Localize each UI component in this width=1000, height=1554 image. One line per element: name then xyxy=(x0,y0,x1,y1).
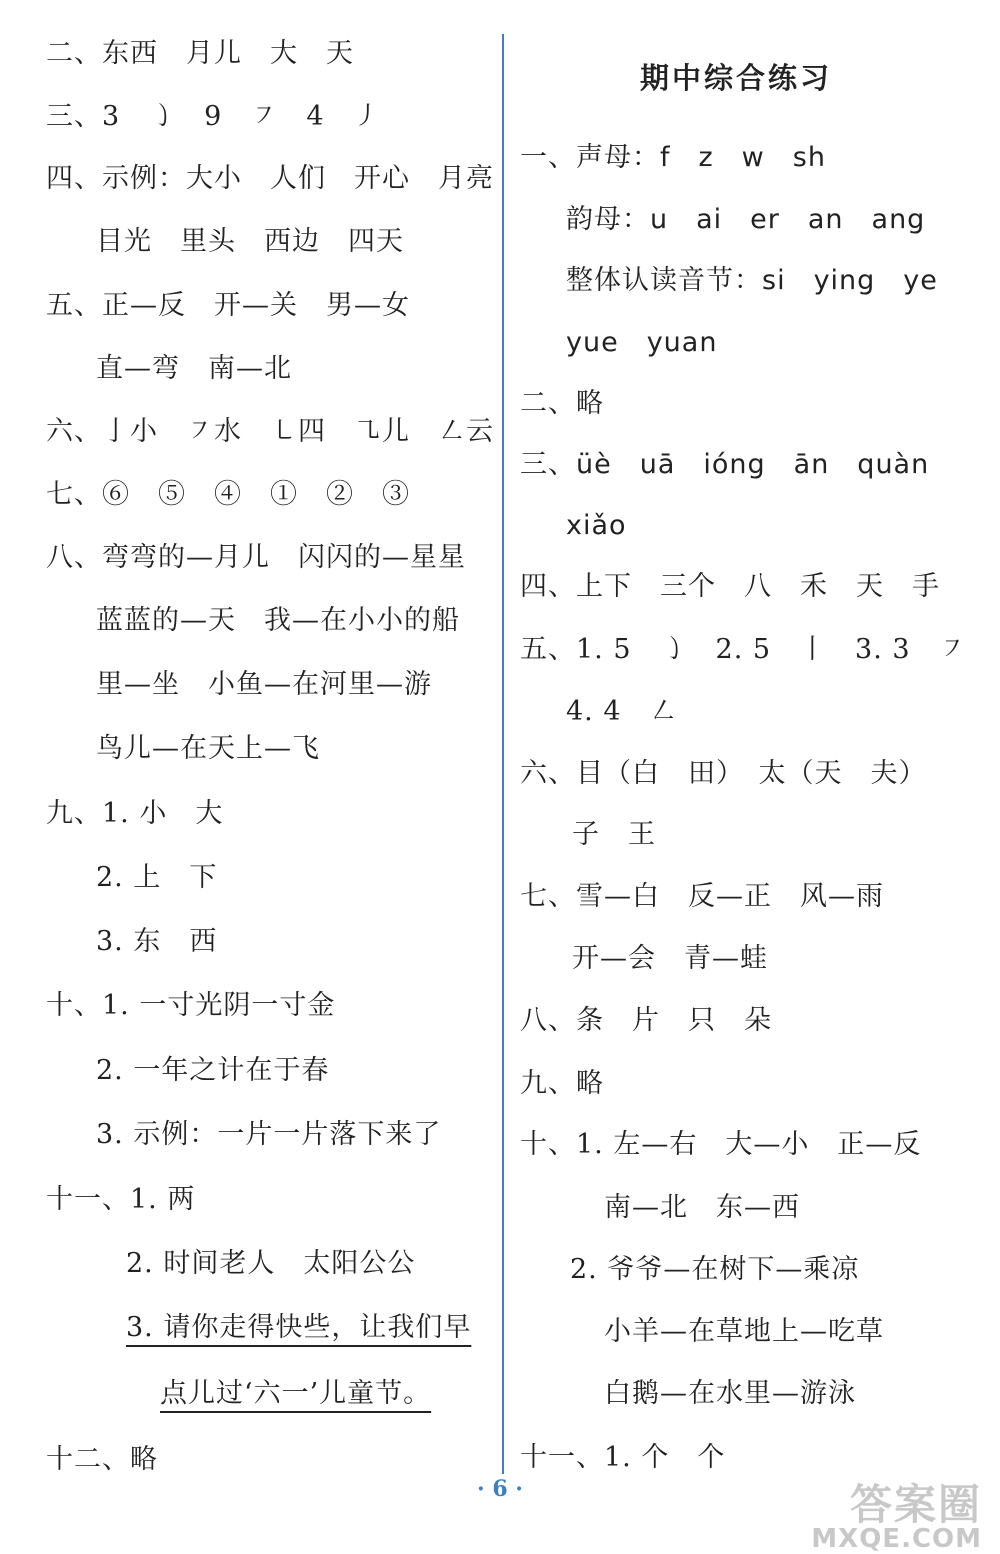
answer-line: 蓝蓝的—天 我—在小小的船 xyxy=(96,605,460,636)
answer-line: 二、略 xyxy=(520,388,604,419)
answer-line: 3. 示例：一片一片落下来了 xyxy=(96,1119,442,1150)
answer-line: 小羊—在草地上—吃草 xyxy=(604,1316,884,1347)
answer-line: 一、声母：f z w sh xyxy=(520,142,826,173)
answer-line: 2. 时间老人 太阳公公 xyxy=(126,1248,416,1279)
answer-line: 四、上下 三个 八 禾 天 手 xyxy=(520,571,940,602)
answer-line: 里—坐 小鱼—在河里—游 xyxy=(96,669,432,700)
answer-line: 九、1. 小 大 xyxy=(46,798,224,829)
answer-line: 开—会 青—蛙 xyxy=(572,943,768,974)
page-number: · 6 · xyxy=(477,1476,523,1502)
answer-line: 4. 4 ㇜ xyxy=(566,696,678,727)
answer-line: 五、1. 5 ㇁ 2. 5 丨 3. 3 ㇇ xyxy=(520,634,967,665)
answer-line: 十、1. 一寸光阴一寸金 xyxy=(46,990,336,1021)
watermark-logo xyxy=(811,1480,982,1554)
answer-line: 九、略 xyxy=(520,1068,604,1099)
answer-line-underlined: 3. 请你走得快些，让我们早 xyxy=(126,1312,472,1343)
answer-line: 六、亅小 ㇇水 ㇄四 ㇈儿 ㇜云 xyxy=(46,416,494,447)
answer-line: 十二、略 xyxy=(46,1444,158,1475)
answer-line: 六、目（白 田） 太（天 夫） xyxy=(520,758,927,789)
answer-line: 七、雪—白 反—正 风—雨 xyxy=(520,881,884,912)
answer-line: 八、弯弯的—月儿 闪闪的—星星 xyxy=(46,542,466,573)
answer-line: yue yuan xyxy=(566,327,718,358)
answer-line: 2. 一年之计在于春 xyxy=(96,1055,330,1086)
watermark-url: MXQE.COM xyxy=(811,1524,982,1554)
answer-line: 3. 东 西 xyxy=(96,926,218,957)
answer-line: 七、⑥ ⑤ ④ ① ② ③ xyxy=(46,479,410,510)
answer-line: 整体认读音节：si ying ye xyxy=(566,265,938,296)
answer-line: 三、üè uā ióng ān quàn xyxy=(520,449,930,480)
answer-line: 十一、1. 个 个 xyxy=(520,1442,726,1473)
answer-line-underlined: 点儿过‘六一’儿童节。 xyxy=(160,1378,432,1409)
watermark-text: 答案圈 xyxy=(849,1480,982,1529)
column-divider xyxy=(502,34,504,1474)
answer-line: 四、示例：大小 人们 开心 月亮 xyxy=(46,163,494,194)
answer-line: 三、3 ㇁ 9 ㇇ 4 ㇓ xyxy=(46,101,381,132)
section-title: 期中综合练习 xyxy=(640,61,833,95)
answer-line: 十、1. 左—右 大—小 正—反 xyxy=(520,1129,922,1160)
answer-line: 白鹅—在水里—游泳 xyxy=(604,1378,856,1409)
answer-line: 直—弯 南—北 xyxy=(96,353,292,384)
answer-line: 十一、1. 两 xyxy=(46,1184,196,1215)
answer-line: 八、条 片 只 朵 xyxy=(520,1005,772,1036)
answer-line: 目光 里头 西边 四天 xyxy=(96,226,404,257)
answer-line: 二、东西 月儿 大 天 xyxy=(46,38,354,69)
answer-line: 南—北 东—西 xyxy=(604,1192,800,1223)
answer-line: 韵母：u ai er an ang xyxy=(566,204,926,235)
answer-line: 子 王 xyxy=(572,819,656,850)
answer-line: 2. 上 下 xyxy=(96,862,218,893)
answer-line: 鸟儿—在天上—飞 xyxy=(96,733,320,764)
answer-line: 五、正—反 开—关 男—女 xyxy=(46,290,410,321)
answer-line: 2. 爷爷—在树下—乘凉 xyxy=(570,1254,860,1285)
answer-line: xiǎo xyxy=(566,510,627,541)
